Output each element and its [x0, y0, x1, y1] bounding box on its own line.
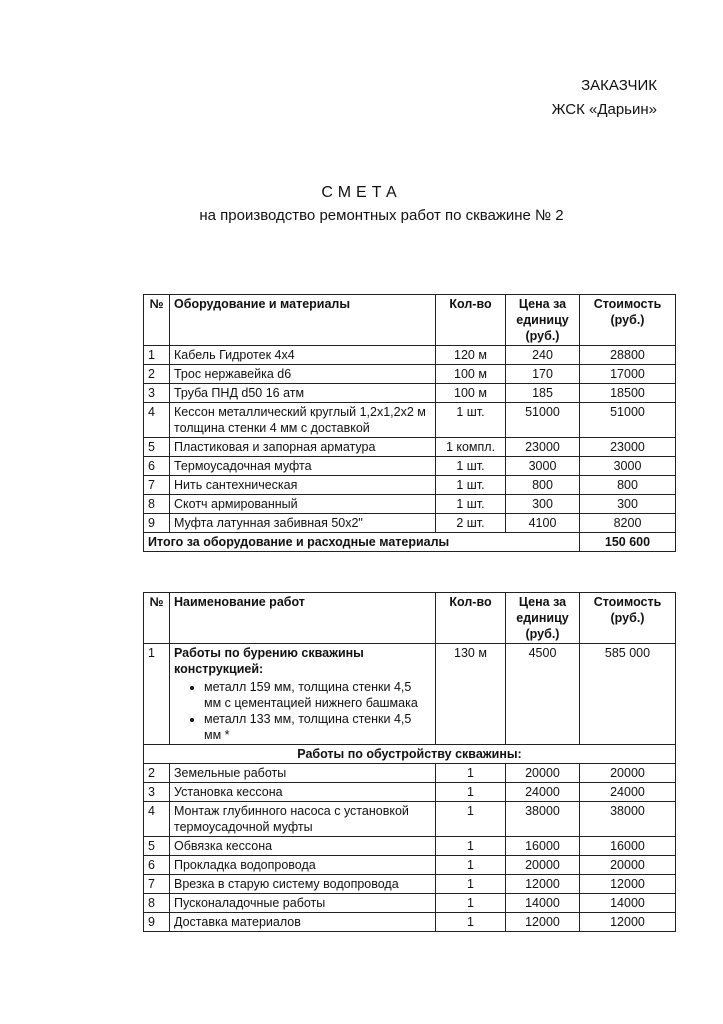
table-row: [144, 913, 676, 932]
cell-qty: 100 м: [436, 384, 506, 403]
cell-no: 7: [144, 476, 170, 495]
cell-no: 6: [144, 856, 170, 875]
cell-name: Обвязка кессона: [170, 837, 436, 856]
drilling-cost: 585 000: [580, 644, 676, 745]
total-label: Итого за оборудование и расходные материалы: [144, 533, 580, 552]
cell-no: 3: [144, 783, 170, 802]
customer-label: ЗАКАЗЧИК: [581, 77, 657, 94]
cell-no: 4: [144, 403, 170, 438]
cell-name: Труба ПНД d50 16 атм: [170, 384, 436, 403]
col-price: Цена за единицу (руб.): [506, 295, 580, 346]
drilling-price: 4500: [506, 644, 580, 745]
cell-cost: 16000: [580, 837, 676, 856]
customer-block: [552, 74, 657, 122]
cell-no: 5: [144, 438, 170, 457]
cell-qty: 1: [436, 913, 506, 932]
cell-qty: 2 шт.: [436, 514, 506, 533]
cell-name: Пусконаладочные работы: [170, 894, 436, 913]
table-row: [144, 875, 676, 894]
cell-no: 9: [144, 913, 170, 932]
cell-name: Муфта латунная забивная 50х2": [170, 514, 436, 533]
section-label: Работы по обустройству скважины:: [144, 745, 676, 764]
cell-price: 170: [506, 365, 580, 384]
customer-name: ЖСК «Дарьин»: [551, 101, 657, 118]
cell-qty: 1: [436, 783, 506, 802]
col-qty: Кол-во: [436, 593, 506, 644]
cell-price: 16000: [506, 837, 580, 856]
cell-qty: 1 шт.: [436, 495, 506, 514]
cell-name: Трос нержавейка d6: [170, 365, 436, 384]
col-name: Оборудование и материалы: [170, 295, 436, 346]
table-row: [144, 403, 676, 438]
drilling-bullets: [174, 679, 431, 743]
cell-price: 3000: [506, 457, 580, 476]
cell-name: Земельные работы: [170, 764, 436, 783]
table-row: [144, 783, 676, 802]
table-row: [144, 894, 676, 913]
total-value: 150 600: [580, 533, 676, 552]
table-row: [144, 764, 676, 783]
cell-qty: 1 шт.: [436, 476, 506, 495]
table-row: [144, 438, 676, 457]
table-row: [144, 514, 676, 533]
works-table: [143, 592, 676, 932]
cell-no: 6: [144, 457, 170, 476]
drilling-description: [170, 644, 436, 745]
col-number: №: [144, 593, 170, 644]
cell-price: 12000: [506, 875, 580, 894]
cell-no: 4: [144, 802, 170, 837]
cell-qty: 1: [436, 837, 506, 856]
cell-qty: 1 компл.: [436, 438, 506, 457]
drilling-title: Работы по бурению скважины конструкцией:: [174, 646, 364, 676]
cell-cost: 14000: [580, 894, 676, 913]
col-cost: Стоимость (руб.): [580, 593, 676, 644]
materials-total-row: [144, 533, 676, 552]
cell-qty: 1: [436, 875, 506, 894]
cell-price: 51000: [506, 403, 580, 438]
works-header-row: [144, 593, 676, 644]
cell-price: 12000: [506, 913, 580, 932]
cell-name: Установка кессона: [170, 783, 436, 802]
cell-cost: 20000: [580, 856, 676, 875]
cell-price: 20000: [506, 856, 580, 875]
cell-qty: 1 шт.: [436, 457, 506, 476]
table-row: [144, 837, 676, 856]
cell-no: 2: [144, 764, 170, 783]
cell-cost: 20000: [580, 764, 676, 783]
cell-cost: 23000: [580, 438, 676, 457]
cell-name: Врезка в старую систему водопровода: [170, 875, 436, 894]
cell-cost: 12000: [580, 913, 676, 932]
table-row: [144, 476, 676, 495]
cell-name: Прокладка водопровода: [170, 856, 436, 875]
cell-no: 1: [144, 346, 170, 365]
cell-price: 20000: [506, 764, 580, 783]
cell-name: Пластиковая и запорная арматура: [170, 438, 436, 457]
col-qty: Кол-во: [436, 295, 506, 346]
cell-qty: 1: [436, 894, 506, 913]
cell-name: Кабель Гидротек 4х4: [170, 346, 436, 365]
cell-name: Доставка материалов: [170, 913, 436, 932]
cell-cost: 3000: [580, 457, 676, 476]
cell-name: Кессон металлический круглый 1,2х1,2х2 м толщина стенки 4 мм с доставкой: [170, 403, 436, 438]
document-title: СМЕТА: [321, 184, 402, 201]
cell-name: Нить сантехническая: [170, 476, 436, 495]
drilling-number: 1: [144, 644, 170, 745]
cell-cost: 300: [580, 495, 676, 514]
cell-qty: 120 м: [436, 346, 506, 365]
cell-cost: 12000: [580, 875, 676, 894]
cell-price: 240: [506, 346, 580, 365]
cell-price: 24000: [506, 783, 580, 802]
cell-cost: 38000: [580, 802, 676, 837]
col-number: №: [144, 295, 170, 346]
cell-no: 5: [144, 837, 170, 856]
table-row: [144, 384, 676, 403]
cell-no: 3: [144, 384, 170, 403]
cell-no: 7: [144, 875, 170, 894]
cell-price: 4100: [506, 514, 580, 533]
cell-cost: 51000: [580, 403, 676, 438]
table-row: [144, 856, 676, 875]
cell-cost: 17000: [580, 365, 676, 384]
cell-price: 23000: [506, 438, 580, 457]
cell-price: 185: [506, 384, 580, 403]
col-name: Наименование работ: [170, 593, 436, 644]
drilling-qty: 130 м: [436, 644, 506, 745]
cell-qty: 1: [436, 856, 506, 875]
section-row: [144, 745, 676, 764]
materials-table: [143, 294, 676, 552]
drilling-row: [144, 644, 676, 745]
cell-qty: 1: [436, 802, 506, 837]
cell-no: 8: [144, 495, 170, 514]
cell-no: 8: [144, 894, 170, 913]
drilling-bullet: • металл 133 мм, толщина стенки 4,5 мм *: [204, 711, 431, 743]
table-row: [144, 802, 676, 837]
table-row: [144, 495, 676, 514]
cell-no: 2: [144, 365, 170, 384]
drilling-bullet: • металл 159 мм, толщина стенки 4,5 мм с цементацией нижнего башмака: [204, 679, 431, 711]
cell-price: 800: [506, 476, 580, 495]
cell-price: 300: [506, 495, 580, 514]
table-row: [144, 457, 676, 476]
table-row: [144, 346, 676, 365]
col-cost: Стоимость (руб.): [580, 295, 676, 346]
col-price: Цена за единицу (руб.): [506, 593, 580, 644]
materials-header-row: [144, 295, 676, 346]
table-row: [144, 365, 676, 384]
cell-name: Термоусадочная муфта: [170, 457, 436, 476]
cell-price: 14000: [506, 894, 580, 913]
cell-cost: 8200: [580, 514, 676, 533]
cell-qty: 1: [436, 764, 506, 783]
cell-cost: 28800: [580, 346, 676, 365]
cell-name: Скотч армированный: [170, 495, 436, 514]
cell-cost: 18500: [580, 384, 676, 403]
cell-no: 9: [144, 514, 170, 533]
cell-price: 38000: [506, 802, 580, 837]
document-subtitle: на производство ремонтных работ по скважине № 2: [199, 207, 564, 224]
cell-cost: 24000: [580, 783, 676, 802]
cell-qty: 1 шт.: [436, 403, 506, 438]
cell-name: Монтаж глубинного насоса с установкой термоусадочной муфты: [170, 802, 436, 837]
cell-qty: 100 м: [436, 365, 506, 384]
cell-cost: 800: [580, 476, 676, 495]
